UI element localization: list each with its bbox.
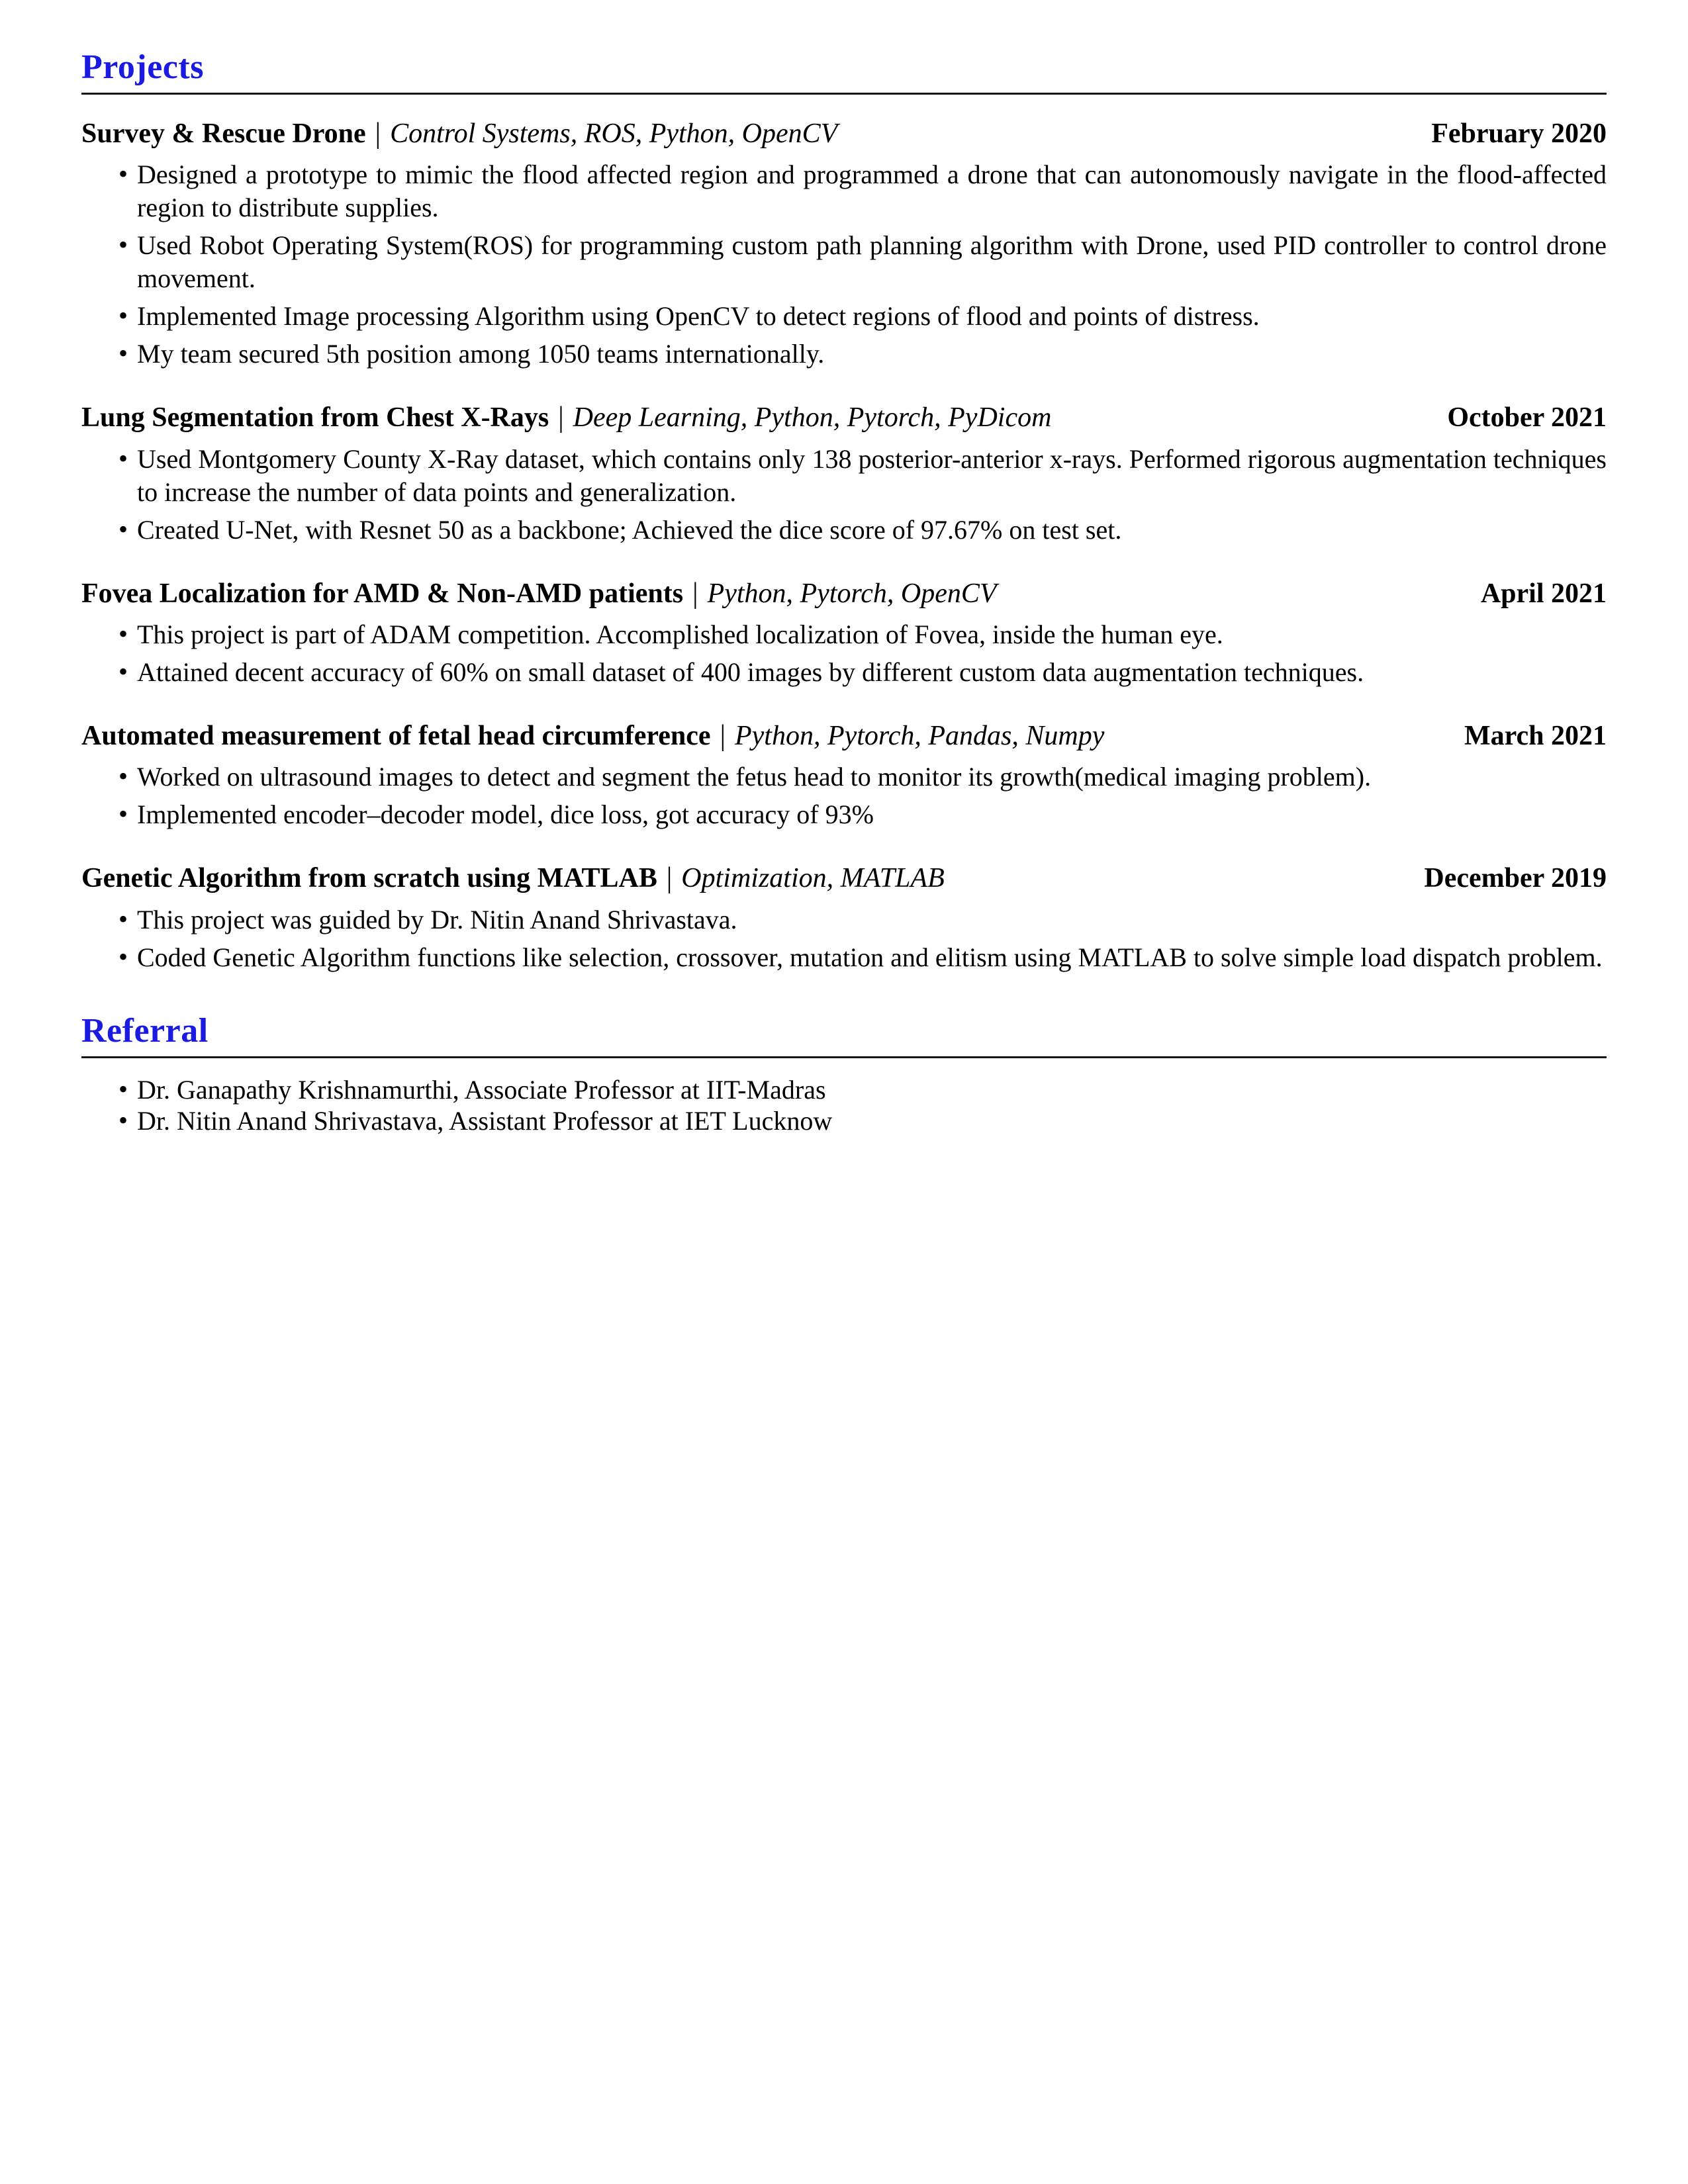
project-bullet: • Created U-Net, with Resnet 50 as a backbone; Achieved the dice score of 97.67% on test set. xyxy=(81,514,1607,547)
referral-item: • Dr. Ganapathy Krishnamurthi, Associate Professor at IIT-Madras xyxy=(81,1074,1607,1105)
project-bullet-list xyxy=(81,760,1607,831)
project-bullet: • Designed a prototype to mimic the flood affected region and programmed a drone that can autonomously navigate in the flood-affected region to distribute supplies. xyxy=(81,158,1607,224)
project-title: Fovea Localization for AMD & Non-AMD patients xyxy=(81,578,684,609)
project-entry-genetic-algorithm xyxy=(81,862,1607,974)
project-skills: Python, Pytorch, OpenCV xyxy=(707,578,997,609)
referral-item: • Dr. Nitin Anand Shrivastava, Assistant Professor at IET Lucknow xyxy=(81,1105,1607,1136)
project-entry-survey-rescue-drone xyxy=(81,117,1607,371)
project-bullet-list xyxy=(81,903,1607,974)
referral-section xyxy=(81,1011,1607,1136)
project-skills: Optimization, MATLAB xyxy=(681,863,945,894)
referral-section-heading: Referral xyxy=(81,1011,209,1050)
project-date: April 2021 xyxy=(1480,578,1607,609)
project-bullet: • My team secured 5th position among 1050 teams internationally. xyxy=(81,338,1607,371)
title-skills-separator: | xyxy=(666,862,673,895)
project-date: December 2019 xyxy=(1424,863,1607,894)
project-skills: Deep Learning, Python, Pytorch, PyDicom xyxy=(573,402,1052,433)
project-bullet: • Implemented Image processing Algorithm using OpenCV to detect regions of flood and points of distress. xyxy=(81,300,1607,333)
project-entry-lung-segmentation xyxy=(81,401,1607,546)
project-skills: Control Systems, ROS, Python, OpenCV xyxy=(390,118,838,149)
project-entry-fovea-localization xyxy=(81,577,1607,689)
project-header xyxy=(81,577,1607,610)
projects-section-rule xyxy=(81,93,1607,95)
project-bullet-list xyxy=(81,618,1607,689)
project-entry-fetal-head-circumference xyxy=(81,719,1607,831)
project-bullet: • Coded Genetic Algorithm functions like selection, crossover, mutation and elitism using MATLAB to solve simple load dispatch problem. xyxy=(81,941,1607,974)
project-bullet: • Implemented encoder–decoder model, dice loss, got accuracy of 93% xyxy=(81,798,1607,831)
project-title: Genetic Algorithm from scratch using MATLAB xyxy=(81,863,657,894)
title-skills-separator: | xyxy=(375,117,381,150)
title-skills-separator: | xyxy=(720,719,726,752)
projects-section-heading: Projects xyxy=(81,48,204,86)
project-bullet: • Used Montgomery County X-Ray dataset, which contains only 138 posterior-anterior x-rays. Performed rigorous augmentation techniques to increase the number of data points and generalization. xyxy=(81,443,1607,509)
projects-section xyxy=(81,48,1607,974)
project-bullet: • This project was guided by Dr. Nitin Anand Shrivastava. xyxy=(81,903,1607,936)
project-bullet: • Attained decent accuracy of 60% on small dataset of 400 images by different custom data augmentation techniques. xyxy=(81,656,1607,689)
project-bullet: • Worked on ultrasound images to detect and segment the fetus head to monitor its growth(medical imaging problem). xyxy=(81,760,1607,794)
project-header xyxy=(81,719,1607,752)
project-title: Automated measurement of fetal head circumference xyxy=(81,720,711,751)
project-date: October 2021 xyxy=(1447,402,1607,433)
project-header xyxy=(81,117,1607,150)
project-bullet-list xyxy=(81,158,1607,371)
project-bullet: • This project is part of ADAM competition. Accomplished localization of Fovea, inside the human eye. xyxy=(81,618,1607,651)
project-title: Lung Segmentation from Chest X-Rays xyxy=(81,402,549,433)
title-skills-separator: | xyxy=(692,577,698,610)
project-title: Survey & Rescue Drone xyxy=(81,118,366,149)
referral-section-rule xyxy=(81,1056,1607,1058)
project-header xyxy=(81,401,1607,434)
project-date: February 2020 xyxy=(1431,118,1607,149)
title-skills-separator: | xyxy=(558,402,564,434)
referral-list xyxy=(81,1074,1607,1136)
project-date: March 2021 xyxy=(1464,720,1607,751)
project-bullet-list xyxy=(81,443,1607,547)
project-bullet: • Used Robot Operating System(ROS) for programming custom path planning algorithm with Drone, used PID controller to control drone movement. xyxy=(81,229,1607,295)
project-header xyxy=(81,862,1607,895)
project-skills: Python, Pytorch, Pandas, Numpy xyxy=(735,720,1105,751)
